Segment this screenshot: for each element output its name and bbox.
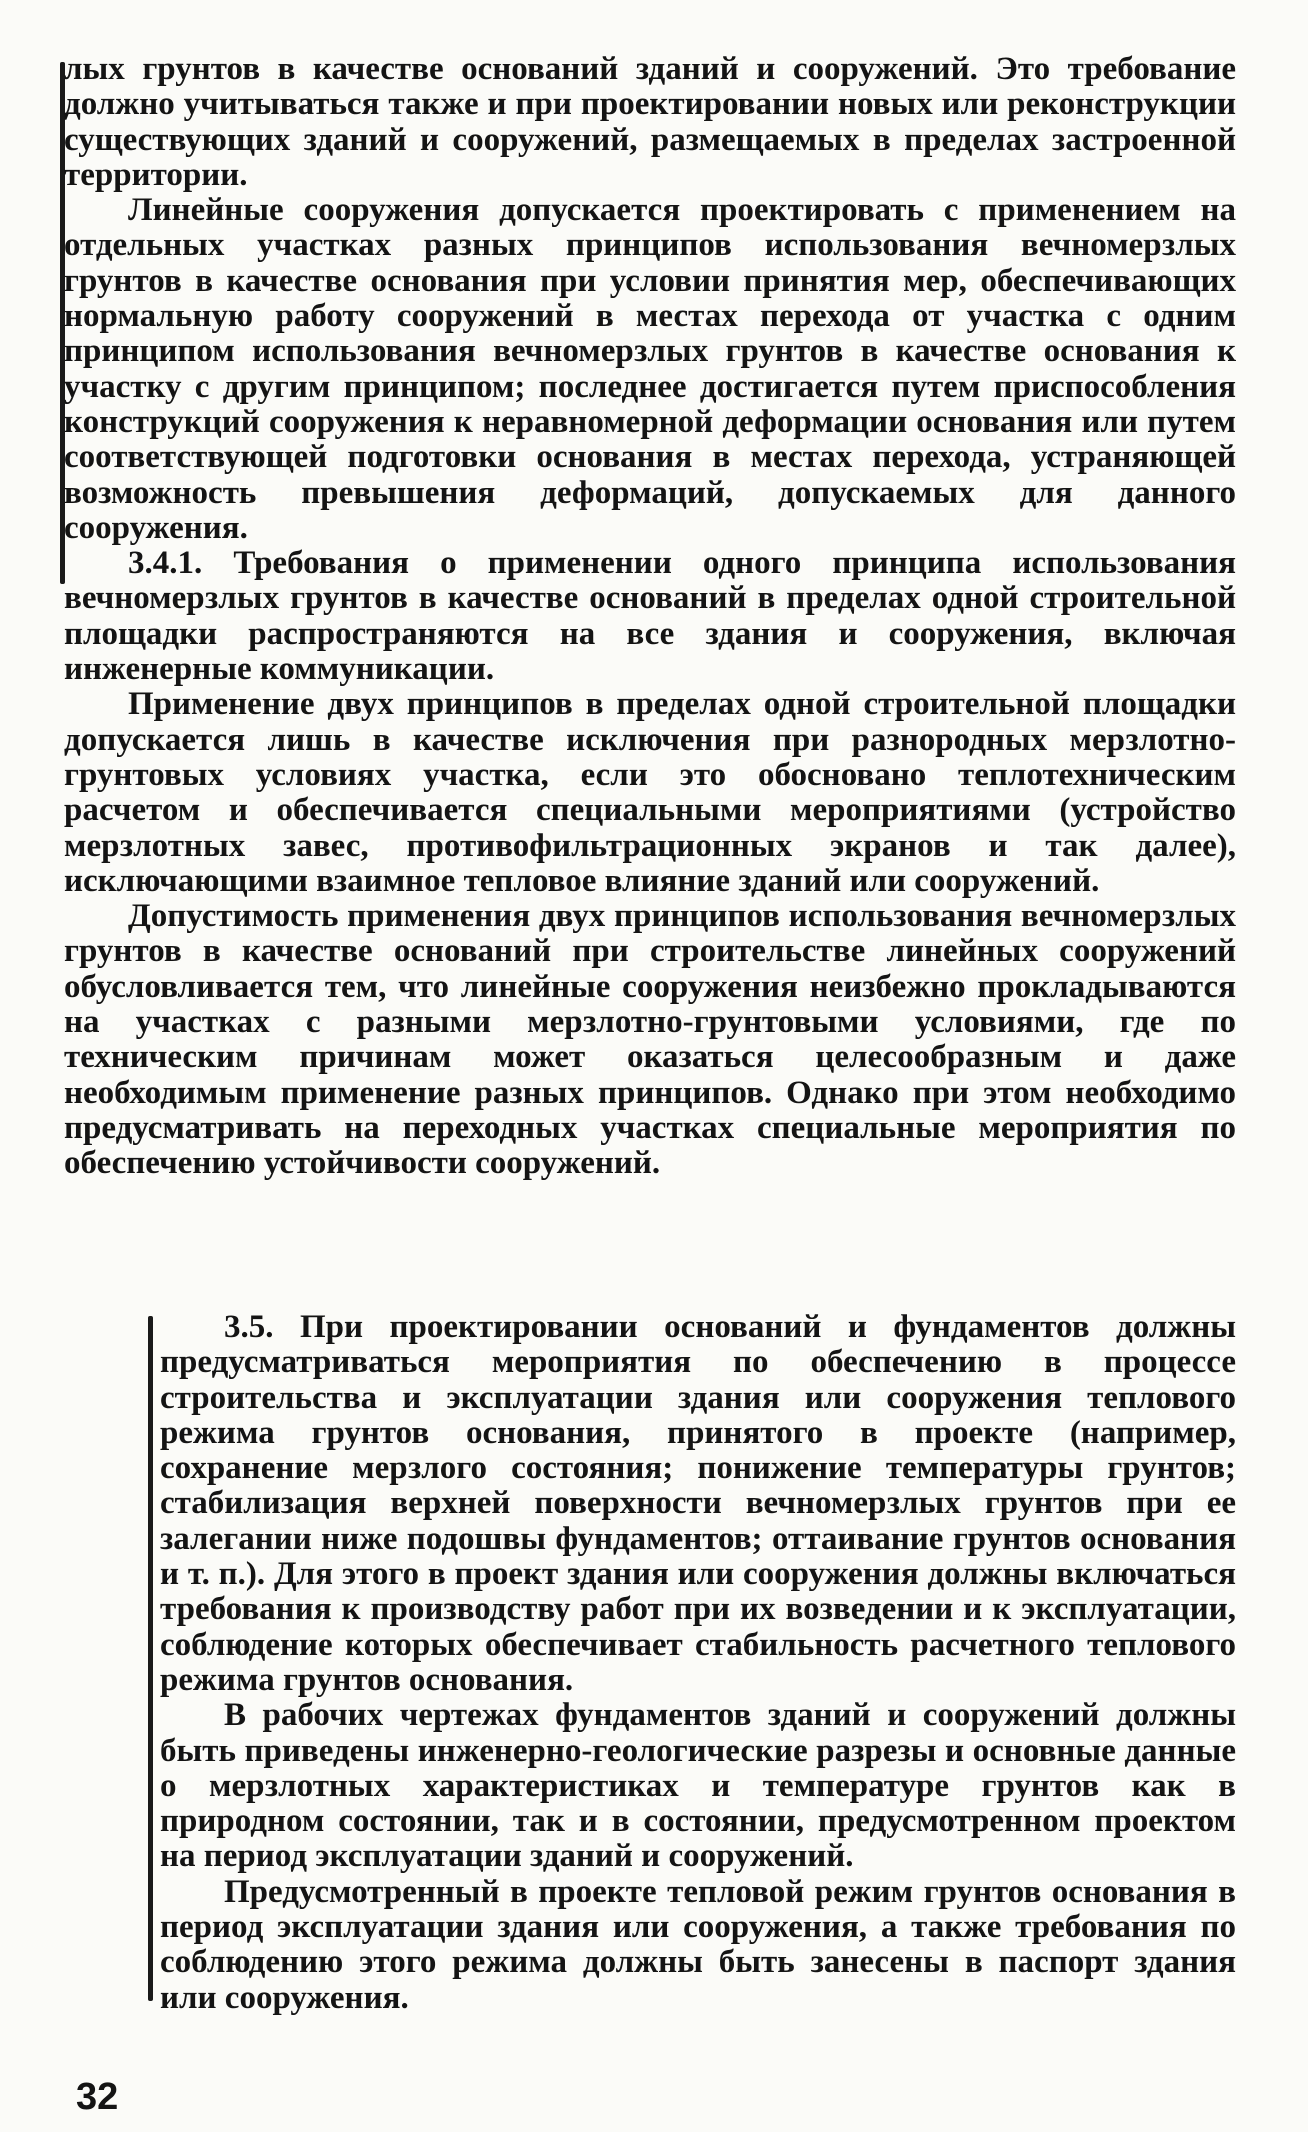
- paragraph: Предусмотренный в проекте тепловой режим грунтов основания в период эксплуатации здания или сооружения, а также требования по соблюдению этого режима должны быть занесены в паспорт здания или сооружения.: [160, 1873, 1236, 2016]
- paragraph-text: При проектировании оснований и фундаментов должны предусматриваться мероприятия по обеспечению в процессе строительства и эксплуатации здания или сооружения теплового режима грунтов основания, принятого в проекте (например, сохранение мерзлого состояния; понижение температуры грунтов; стабилизация верхней поверхности вечномерзлых грунтов при ее залегании ниже подошвы фундаментов; оттаивание грунтов основания и т. п.). Для этого в проект здания или сооружения должны включаться требования к производству работ при их возведении и к эксплуатации, соблюдение которых обеспечивает стабильность расчетного теплового режима грунтов основания.: [160, 1309, 1236, 1698]
- paragraph: Допустимость применения двух принципов использования вечномерзлых грунтов в качестве оснований при строительстве линейных сооружений обусловливается тем, что линейные сооружения неизбежно прокладываются на участках с разными мерзлотно-грунтовыми условиями, где по техническим причинам может оказаться целесообразным и даже необходимым применение разных принципов. Однако при этом необходимо предусматривать на переходных участках специальные мероприятия по обеспечению устойчивости сооружений.: [64, 898, 1236, 1182]
- paragraph-text: Требования о применении одного принципа использования вечномерзлых грунтов в качестве оснований в пределах одной строительной площадки распространяются на все здания и сооружения, включая инженерные коммуникации.: [64, 545, 1236, 688]
- section-3-4-1: [64, 546, 1236, 687]
- paragraph: лых грунтов в качестве оснований зданий и сооружений. Это требование должно учитываться также и при проектировании новых или реконструкции существующих зданий и сооружений, размещаемых в пределах застроенной территории.: [64, 51, 1236, 193]
- paragraph: В рабочих чертежах фундаментов зданий и сооружений должны быть приведены инженерно-геологические разрезы и основные данные о мерзлотных характеристиках и температуре грунтов как в природном состоянии, так и в состоянии, предусмотренном проектом на период эксплуатации зданий и сооружений.: [160, 1697, 1236, 1875]
- paragraph: Применение двух принципов в пределах одной строительной площадки допускается лишь в качестве исключения при разнородных мерзлотно-грунтовых условиях участка, если это обосновано теплотехническим расчетом и обеспечивается специальными мероприятиями (устройство мерзлотных завес, противофильтрационных экранов и так далее), исключающими взаимное тепловое влияние зданий или сооружений.: [64, 686, 1236, 899]
- text-column-bottom: [160, 1310, 1236, 2016]
- text-column-top: [64, 52, 1236, 1182]
- section-3-5: [160, 1310, 1236, 1698]
- section-number: 3.4.1.: [128, 545, 203, 582]
- paragraph: Линейные сооружения допускается проектировать с применением на отдельных участках разных принципов использования вечномерзлых грунтов в качестве основания при условии принятия мер, обеспечивающих нормальную работу сооружений в местах перехода от участка с одним принципом использования вечномерзлых грунтов в качестве основания к участку с другим принципом; последнее достигается путем приспособления конструкций сооружения к неравномерной деформации основания или путем соответствующей подготовки основания в местах перехода, устраняющей возможность превышения деформаций, допускаемых для данного сооружения.: [64, 192, 1236, 546]
- revision-bar: [148, 1316, 153, 2001]
- section-number: 3.5.: [224, 1309, 274, 1345]
- page-number: 32: [76, 2076, 119, 2118]
